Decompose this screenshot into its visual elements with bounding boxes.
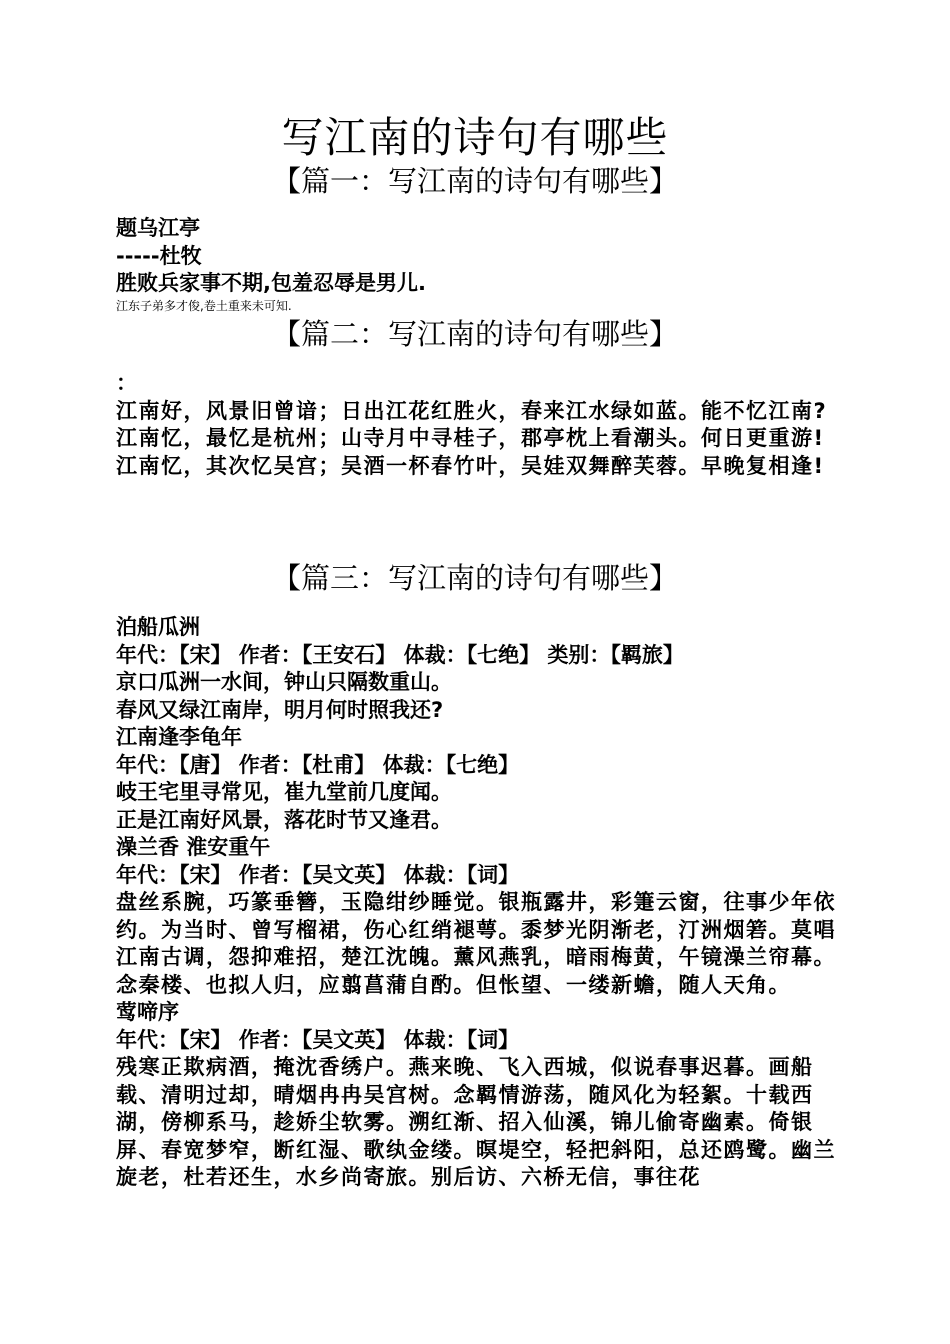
poem-line: 京口瓜洲一水间，钟山只隔数重山。	[116, 670, 452, 694]
poem-metadata: 年代：【宋】 作者：【吴文英】 体裁：【词】	[116, 1027, 520, 1052]
poem-line: 胜败兵家事不期,包羞忍辱是男儿.	[116, 271, 426, 295]
poem-title: 江南逢李龟年	[116, 725, 242, 749]
poem-line: 岐王宅里寻常见，崔九堂前几度闻。	[116, 780, 452, 804]
colon-line: ：	[116, 371, 137, 395]
section-heading-1: 【篇一：写江南的诗句有哪些】	[271, 164, 678, 198]
poem-metadata: 年代：【唐】 作者：【杜甫】 体裁：【七绝】	[116, 752, 520, 777]
poem-line: 春风又绿江南岸，明月何时照我还?	[116, 697, 444, 722]
poem-author: -----杜牧	[116, 243, 202, 268]
section-3-body	[116, 614, 841, 1192]
poem-title: 莺啼序	[116, 1000, 179, 1024]
poem-title: 澡兰香 淮安重午	[116, 835, 271, 859]
section-heading-2: 【篇二：写江南的诗句有哪些】	[271, 317, 678, 351]
poem-stanza: 江南忆，最忆是杭州；山寺月中寻桂子，郡亭枕上看潮头。何日更重游!	[116, 426, 825, 450]
poem-stanza: 江南好，风景旧曾谙；日出江花红胜火，春来江水绿如蓝。能不忆江南?	[116, 398, 828, 423]
poem-metadata: 年代：【宋】 作者：【吴文英】 体裁：【词】	[116, 862, 520, 887]
document-title: 写江南的诗句有哪些	[281, 113, 669, 162]
poem-line-small: 江东子弟多才俊,卷土重来未可知.	[116, 298, 292, 313]
poem-title: 泊船瓜洲	[116, 615, 200, 639]
poem-metadata: 年代：【宋】 作者：【王安石】 体裁：【七绝】 类别：【羁旅】	[116, 642, 684, 667]
section-2-body	[116, 370, 841, 480]
section-1-body	[116, 215, 841, 314]
poem-line: 正是江南好风景，落花时节又逢君。	[116, 807, 452, 832]
poem-body: 盘丝系腕，巧篆垂簪，玉隐绀纱睡觉。银瓶露井，彩箑云窗，往事少年依约。为当时、曾写榴裙，伤心红绡褪萼。黍梦光阴渐老，汀洲烟箬。莫唱江南古调，怨抑难招，楚江沈魄。薰风燕乳，暗雨梅黄，午镜澡兰帘幕。念秦楼、也拟人归，应翦菖蒲自酌。但怅望、一缕新蟾，随人天角。	[116, 890, 836, 997]
poem-stanza: 江南忆，其次忆吴宫；吴酒一杯春竹叶，吴娃双舞醉芙蓉。早晚复相逢!	[116, 453, 825, 478]
section-heading-3: 【篇三：写江南的诗句有哪些】	[271, 561, 678, 595]
poem-title: 题乌江亭	[116, 216, 200, 240]
poem-body: 残寒正欺病酒，掩沈香绣户。燕来晚、飞入西城，似说春事迟暮。画船载、清明过却，晴烟冉冉吴宫树。念羁情游荡，随风化为轻絮。十载西湖，傍柳系马，趁娇尘软雾。溯红渐、招入仙溪，锦儿偷寄幽素。倚银屏、春宽梦窄，断红湿、歌纨金缕。暝堤空，轻把斜阳，总还鸥鹭。幽兰旋老，杜若还生，水乡尚寄旅。别后访、六桥无信，事往花	[116, 1055, 836, 1189]
